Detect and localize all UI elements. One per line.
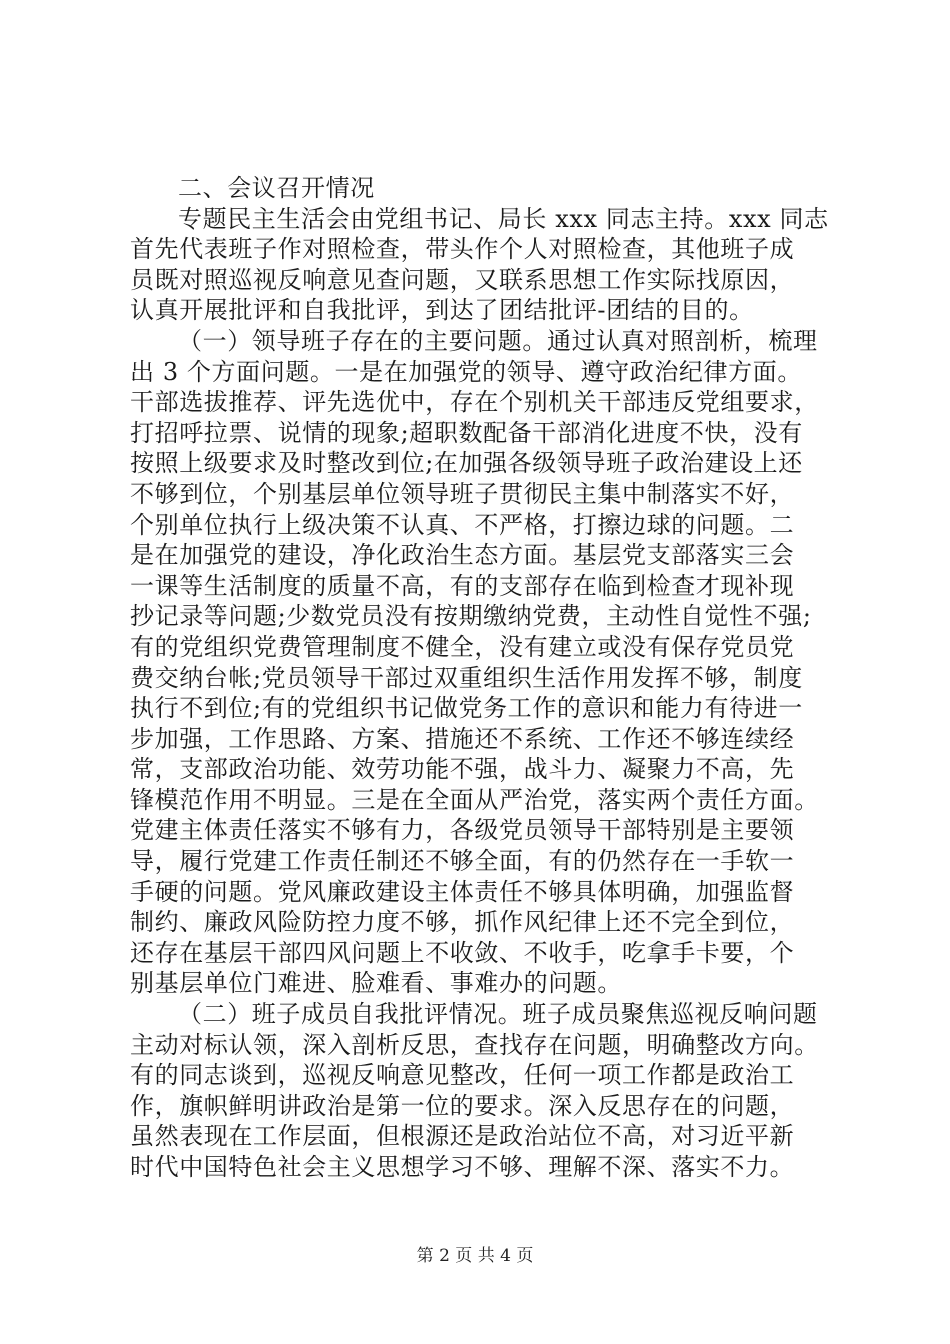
- paragraph-line: 还存在基层干部四风问题上不收敛、不收手，吃拿手卡要，个: [130, 938, 795, 967]
- paragraph-line: 步加强，工作思路、方案、措施还不系统、工作还不够连续经: [130, 724, 795, 753]
- paragraph-line: 干部选拔推荐、评先选优中，存在个别机关干部违反党组要求，: [130, 388, 819, 417]
- paragraph-line: 时代中国特色社会主义思想学习不够、理解不深、落实不力。: [130, 1153, 795, 1181]
- paragraph-line: （一）领导班子存在的主要问题。通过认真对照剖析，梳理: [178, 326, 818, 355]
- paragraph-line: 打招呼拉票、说情的现象;超职数配备干部消化进度不快，没有: [130, 418, 803, 447]
- paragraph-line: 按照上级要求及时整改到位;在加强各级领导班子政治建设上还: [130, 449, 803, 478]
- paragraph-line: 首先代表班子作对照检查，带头作个人对照检查，其他班子成: [130, 235, 795, 264]
- paragraph-line: 费交纳台帐;党员领导干部过双重组织生活作用发挥不够，制度: [130, 663, 803, 692]
- paragraph-line: 作，旗帜鲜明讲政治是第一位的要求。深入反思存在的问题，: [130, 1091, 795, 1120]
- paragraph-line: 不够到位，个别基层单位领导班子贯彻民主集中制落实不好，: [130, 479, 795, 508]
- paragraph-line: 个别单位执行上级决策不认真、不严格，打擦边球的问题。二: [130, 510, 795, 539]
- section-heading: 二、会议召开情况: [178, 174, 375, 202]
- paragraph-line: 导，履行党建工作责任制还不够全面，有的仍然存在一手软一: [130, 847, 795, 876]
- paragraph-line: 别基层单位门难进、脸难看、事难办的问题。: [130, 969, 622, 998]
- paragraph-line: 是在加强党的建设，净化政治生态方面。基层党支部落实三会: [130, 541, 795, 570]
- paragraph-line: 手硬的问题。党风廉政建设主体责任不够具体明确，加强监督: [130, 877, 795, 906]
- paragraph-line: 常，支部政治功能、效劳功能不强，战斗力、凝聚力不高，先: [130, 755, 795, 784]
- paragraph-line: 员既对照巡视反响意见查问题，又联系思想工作实际找原因，: [130, 265, 795, 294]
- paragraph-line: 有的党组织党费管理制度不健全，没有建立或没有保存党员党: [130, 632, 795, 661]
- paragraph-line: 锋模范作用不明显。三是在全面从严治党，落实两个责任方面。: [130, 785, 819, 814]
- paragraph-line: 制约、廉政风险防控力度不够，抓作风纪律上还不完全到位，: [130, 908, 795, 937]
- paragraph-line: 有的同志谈到，巡视反响意见整改，任何一项工作都是政治工: [130, 1061, 795, 1090]
- paragraph-line: 主动对标认领，深入剖析反思，查找存在问题，明确整改方向。: [130, 1030, 819, 1059]
- paragraph-line: 虽然表现在工作层面，但根源还是政治站位不高，对习近平新: [130, 1122, 795, 1151]
- page-number-footer: 第 2 页 共 4 页: [416, 1246, 534, 1266]
- paragraph-line: 出 3 个方面问题。一是在加强党的领导、遵守政治纪律方面。: [130, 357, 802, 386]
- paragraph-line: （二）班子成员自我批评情况。班子成员聚焦巡视反响问题: [178, 1000, 818, 1029]
- paragraph-line: 党建主体责任落实不够有力，各级党员领导干部特别是主要领: [130, 816, 795, 845]
- paragraph-line: 认真开展批评和自我批评，到达了团结批评-团结的目的。: [130, 296, 754, 325]
- paragraph-line: 专题民主生活会由党组书记、局长 xxx 同志主持。xxx 同志: [178, 204, 829, 233]
- paragraph-line: 执行不到位;有的党组织书记做党务工作的意识和能力有待进一: [130, 694, 803, 723]
- paragraph-line: 抄记录等问题;少数党员没有按期缴纳党费，主动性自觉性不强;: [130, 602, 812, 631]
- document-body: [130, 173, 842, 1183]
- paragraph-line: 一课等生活制度的质量不高，有的支部存在临到检查才现补现: [130, 571, 795, 600]
